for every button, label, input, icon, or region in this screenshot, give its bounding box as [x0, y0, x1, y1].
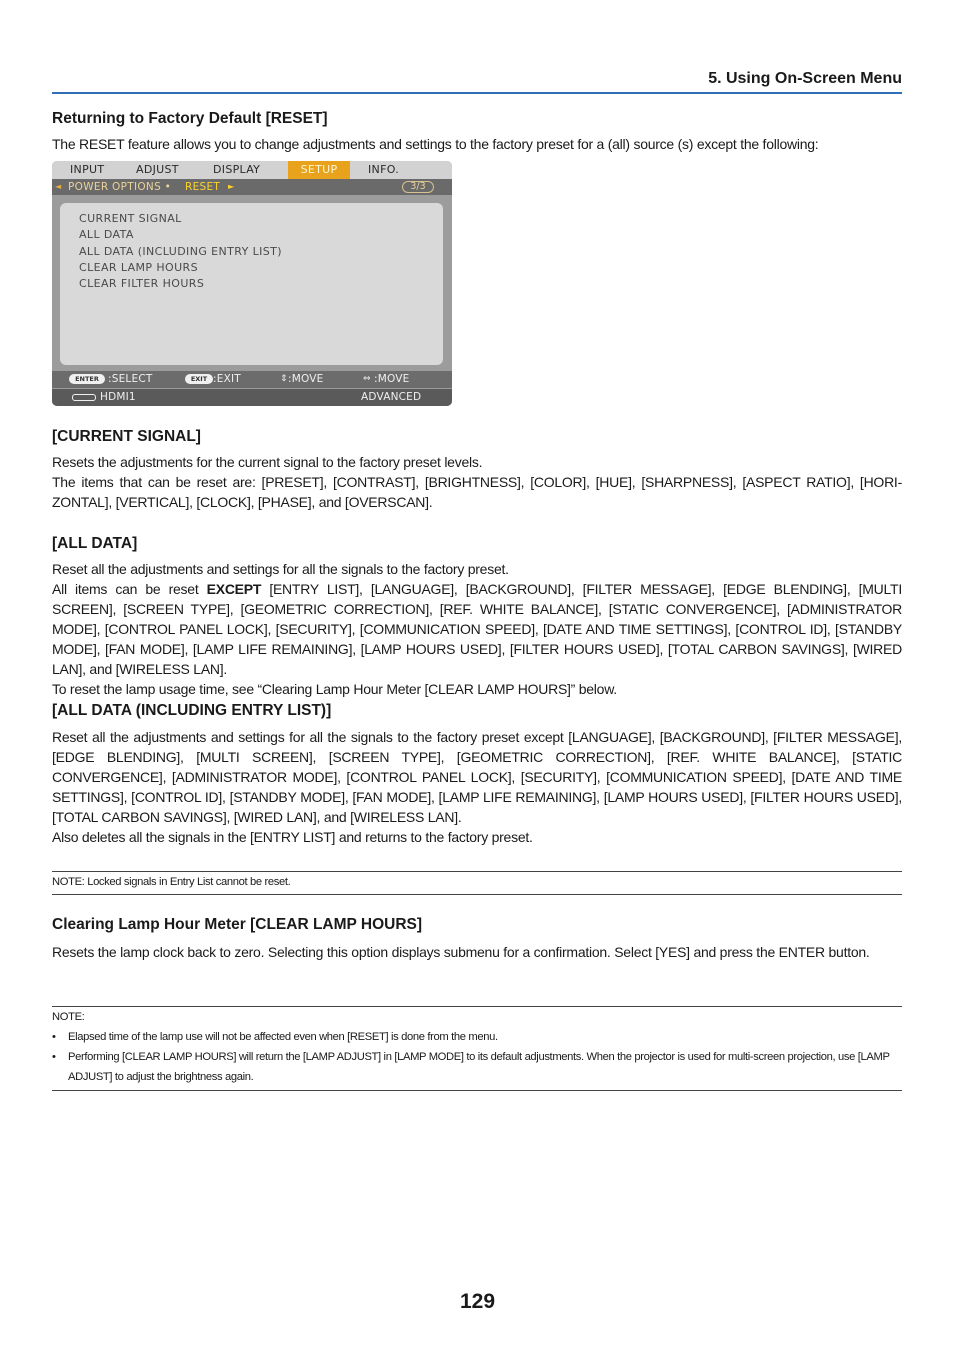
osd-menu-screenshot: [52, 161, 452, 406]
osd-item-panel: [60, 203, 443, 365]
tab-adjust[interactable]: ADJUST: [136, 163, 179, 176]
tab-info[interactable]: INFO.: [368, 163, 400, 176]
all-data-entry-line-1: Reset all the adjustments and settings for all the signals to the factory preset except [LANGUAGE], [BACKGROUND], [FILTER MESSAGE], [EDGE BLENDING], [MULTI SCREEN], [SCREEN TYPE], [GEOMETRIC CORRECTION], [REF. WHITE BALANCE], [STATIC CONVERGENCE], [ADMINISTRATOR MODE], [CONTROL PANEL LOCK], [SECURITY], [COMMUNICATION SPEED], [DATE AND TIME SETTINGS], [CONTROL ID], [STANDBY MODE], [FAN MODE], [LAMP LIFE REMAINING], [LAMP HOURS USED], [FILTER HOURS USED], [TOTAL CARBON SAVINGS], [WIRED LAN], and [WIRELESS LAN].: [52, 729, 902, 825]
current-signal-line-1: Resets the adjustments for the current signal to the factory preset levels.: [52, 454, 483, 470]
page-number: 129: [459, 1290, 496, 1313]
note-locked-signals: NOTE: Locked signals in Entry List cannot be reset.: [52, 876, 291, 888]
header-divider: [52, 92, 902, 94]
page-indicator: 3/3: [402, 181, 434, 193]
osd-tab-bar: [52, 161, 452, 179]
clear-lamp-text: Resets the lamp clock back to zero. Selecting this option displays submenu for a confirmation. Select [YES] and press the ENTER button.: [52, 944, 870, 960]
menu-item-all-data-entry-list[interactable]: ALL DATA (INCLUDING ENTRY LIST): [79, 245, 282, 258]
all-data-entry-line-2: Also deletes all the signals in the [ENTRY LIST] and returns to the factory preset.: [52, 829, 533, 845]
select-label: :SELECT: [108, 373, 153, 385]
breadcrumb-parent: POWER OPTIONS •: [68, 181, 172, 193]
right-arrow-icon[interactable]: ►: [228, 182, 235, 191]
enter-key-badge: ENTER: [69, 374, 105, 384]
menu-item-current-signal[interactable]: CURRENT SIGNAL: [79, 212, 182, 225]
left-arrow-icon[interactable]: ◄: [55, 182, 62, 191]
note2-label: NOTE:: [52, 1011, 85, 1023]
except-emphasis: EXCEPT: [206, 581, 262, 597]
all-data-text: [52, 559, 902, 699]
current-signal-line-2: The items that can be reset are: [PRESET], [CONTRAST], [BRIGHTNESS], [COLOR], [HUE], [SHARPNESS], [ASPECT RATIO], [HORI-ZONTAL], [VERTICAL], [CLOCK], [PHASE], and [OVERSCAN].: [52, 474, 902, 510]
note-bottom-rule: [52, 894, 902, 895]
note2-bullet-1: [52, 1027, 902, 1047]
move-horizontal-label: :MOVE: [374, 373, 410, 385]
all-data-line-2: [52, 579, 902, 679]
note2-bullet-2-text: Performing [CLEAR LAMP HOURS] will return the [LAMP ADJUST] in [LAMP MODE] to its default adjustments. When the projector is used for multi-screen projection, use [LAMP ADJUST] to adjust the brightness again.: [68, 1051, 890, 1083]
all-data-heading: [ALL DATA]: [52, 535, 138, 552]
note2-bullet-1-text: Elapsed time of the lamp use will not be affected even when [RESET] is done from the menu.: [68, 1031, 498, 1043]
tab-input[interactable]: INPUT: [70, 163, 105, 176]
hdmi-icon: [72, 394, 96, 401]
current-signal-heading: [CURRENT SIGNAL]: [52, 428, 201, 445]
breadcrumb-current: RESET: [185, 181, 221, 193]
exit-key-badge: EXIT: [185, 374, 213, 384]
section-title: 5. Using On-Screen Menu: [708, 70, 902, 87]
all-data-line-3: To reset the lamp usage time, see “Clearing Lamp Hour Meter [CLEAR LAMP HOURS]” below.: [52, 681, 617, 697]
move-vertical-label: :MOVE: [288, 373, 324, 385]
note2-bullet-2: [52, 1047, 902, 1087]
source-label: HDMI1: [100, 391, 136, 403]
up-down-icon: ⇕: [280, 374, 288, 384]
all-data-exceptions: [ENTRY LIST], [LANGUAGE], [BACKGROUND], [FILTER MESSAGE], [EDGE BLENDING], [MULTI SCREEN], [SCREEN TYPE], [GEOMETRIC CORRECTION], [REF. WHITE BALANCE], [STATIC CONVERGENCE], [ADMINISTRATOR MODE], [CONTROL PANEL LOCK], [SECURITY], [COMMUNICATION SPEED], [DATE AND TIME SETTINGS], [CONTROL ID], [STANDBY MODE], [FAN MODE], [LAMP LIFE REMAINING], [LAMP HOURS USED], [FILTER HOURS USED], [TOTAL CARBON SAVINGS], [WIRED LAN], and [WIRELESS LAN].: [52, 581, 902, 677]
all-data-entry-heading: [ALL DATA (INCLUDING ENTRY LIST)]: [52, 702, 332, 719]
current-signal-text: [52, 452, 902, 512]
tab-setup[interactable]: SETUP: [288, 161, 350, 179]
exit-label: :EXIT: [213, 373, 241, 385]
clear-lamp-heading: Clearing Lamp Hour Meter [CLEAR LAMP HOURS]: [52, 916, 423, 933]
note2-bottom-rule: [52, 1090, 902, 1091]
menu-item-all-data[interactable]: ALL DATA: [79, 228, 134, 241]
all-data-prefix: All items can be reset: [52, 581, 207, 597]
reset-intro: The RESET feature allows you to change adjustments and settings to the factory preset for a (all) source (s) except the following:: [52, 136, 819, 152]
menu-item-clear-lamp-hours[interactable]: CLEAR LAMP HOURS: [79, 261, 198, 274]
tab-display[interactable]: DISPLAY: [213, 163, 261, 176]
all-data-entry-text: [52, 727, 902, 847]
all-data-line-1: Reset all the adjustments and settings for all the signals to the factory preset.: [52, 561, 509, 577]
osd-status-bar: [52, 389, 452, 406]
osd-key-guide: [52, 371, 452, 388]
osd-breadcrumb: [52, 179, 452, 195]
left-right-icon: ⇔: [363, 374, 371, 384]
bullet-icon: •: [52, 1051, 56, 1063]
menu-mode-label: ADVANCED: [361, 391, 422, 403]
menu-item-clear-filter-hours[interactable]: CLEAR FILTER HOURS: [79, 277, 205, 290]
reset-heading: Returning to Factory Default [RESET]: [52, 110, 328, 127]
bullet-icon: •: [52, 1031, 56, 1043]
